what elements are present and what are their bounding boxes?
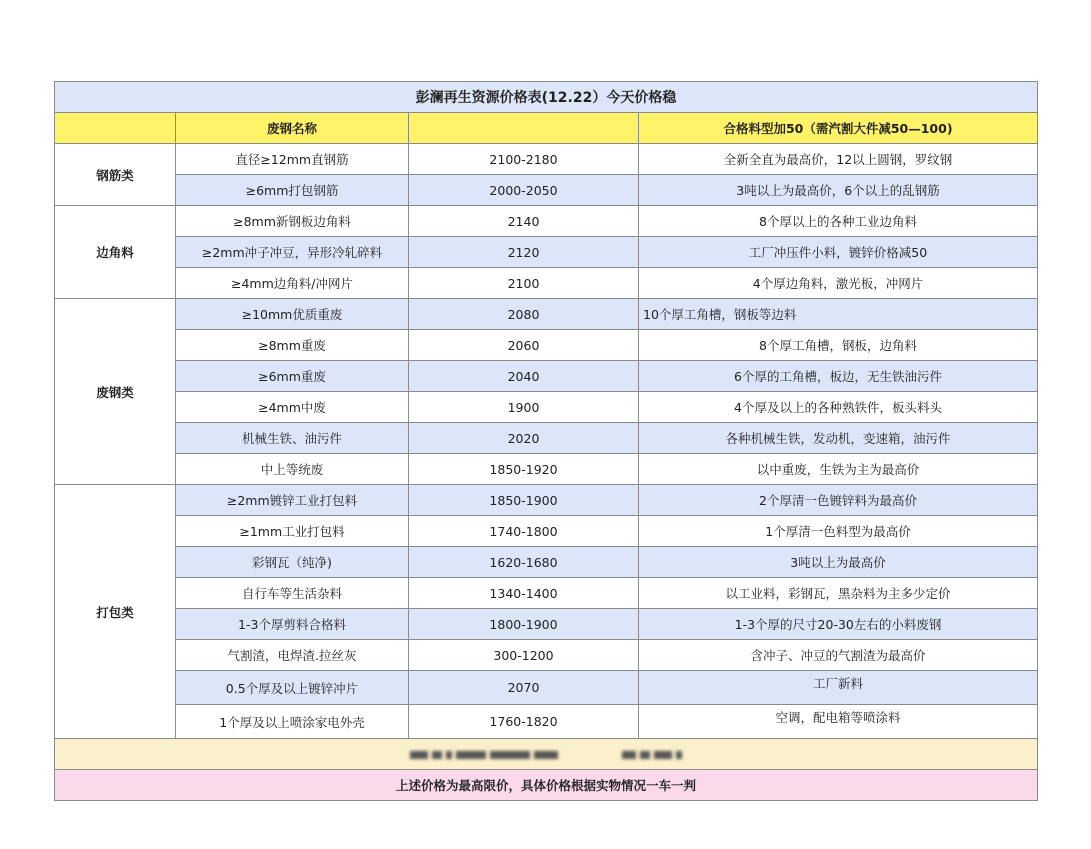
contact-row [55, 739, 1038, 770]
price-cell: 2140 [409, 206, 639, 237]
price-cell: 2040 [409, 361, 639, 392]
note-cell: 含冲子、冲豆的气割渣为最高价 [639, 640, 1038, 671]
table-row [55, 671, 1038, 705]
price-cell: 1800-1900 [409, 609, 639, 640]
table-row [55, 485, 1038, 516]
item-name-cell: ≥4mm边角料/冲网片 [176, 268, 409, 299]
table-row [55, 330, 1038, 361]
price-cell: 1850-1900 [409, 485, 639, 516]
table-row [55, 454, 1038, 485]
note-cell: 工厂冲压件小料，镀锌价格减50 [639, 237, 1038, 268]
header-row [55, 113, 1038, 144]
table-row [55, 423, 1038, 454]
note-cell: 3吨以上为最高价 [639, 547, 1038, 578]
price-cell: 2060 [409, 330, 639, 361]
price-cell: 1850-1920 [409, 454, 639, 485]
price-cell: 2000-2050 [409, 175, 639, 206]
table-row [55, 609, 1038, 640]
item-name-cell: ≥4mm中废 [176, 392, 409, 423]
header-name: 废钢名称 [176, 113, 409, 144]
category-cell: 边角料 [55, 206, 176, 299]
item-name-cell: 1-3个厚剪料合格料 [176, 609, 409, 640]
table-row [55, 640, 1038, 671]
title-row [55, 82, 1038, 113]
category-cell: 废钢类 [55, 299, 176, 485]
item-name-cell: 气割渣，电焊渣.拉丝灰 [176, 640, 409, 671]
price-cell: 1740-1800 [409, 516, 639, 547]
header-price [409, 113, 639, 144]
note-cell: 以工业料，彩钢瓦，黑杂料为主多少定价 [639, 578, 1038, 609]
price-cell: 2100-2180 [409, 144, 639, 175]
note-cell: 8个厚以上的各种工业边角料 [639, 206, 1038, 237]
table-row [55, 237, 1038, 268]
item-name-cell: 彩钢瓦（纯净) [176, 547, 409, 578]
table-row [55, 578, 1038, 609]
blurred-contact-info [55, 739, 1038, 770]
item-name-cell: ≥2mm镀锌工业打包料 [176, 485, 409, 516]
note-cell: 各种机械生铁，发动机，变速箱，油污件 [639, 423, 1038, 454]
table-row [55, 268, 1038, 299]
item-name-cell: ≥8mm重废 [176, 330, 409, 361]
table-row [55, 144, 1038, 175]
price-table [54, 81, 1038, 801]
note-cell: 以中重废，生铁为主为最高价 [639, 454, 1038, 485]
note-cell: 4个厚边角料，激光板，冲网片 [639, 268, 1038, 299]
note-cell: 2个厚清一色镀锌料为最高价 [639, 485, 1038, 516]
note-cell: 6个厚的工角槽，板边，无生铁油污件 [639, 361, 1038, 392]
item-name-cell: 机械生铁、油污件 [176, 423, 409, 454]
item-name-cell: ≥1mm工业打包料 [176, 516, 409, 547]
table-row [55, 175, 1038, 206]
price-cell: 2120 [409, 237, 639, 268]
redacted-text-mark [410, 751, 682, 759]
note-cell: 1个厚清一色料型为最高价 [639, 516, 1038, 547]
footer-row [55, 770, 1038, 801]
price-cell: 1340-1400 [409, 578, 639, 609]
item-name-cell: ≥10mm优质重废 [176, 299, 409, 330]
item-name-cell: ≥6mm打包钢筋 [176, 175, 409, 206]
price-cell: 1760-1820 [409, 705, 639, 739]
table-row [55, 705, 1038, 739]
note-cell: 4个厚及以上的各种熟铁件，板头料头 [639, 392, 1038, 423]
footer-note: 上述价格为最高限价，具体价格根据实物情况一车一判 [55, 770, 1038, 801]
category-cell: 钢筋类 [55, 144, 176, 206]
table-row [55, 361, 1038, 392]
note-cell: 8个厚工角槽，钢板，边角料 [639, 330, 1038, 361]
price-cell: 1900 [409, 392, 639, 423]
price-cell: 2020 [409, 423, 639, 454]
item-name-cell: 1个厚及以上喷涂家电外壳 [176, 705, 409, 739]
table-row [55, 516, 1038, 547]
item-name-cell: ≥8mm新钢板边角料 [176, 206, 409, 237]
table-row [55, 547, 1038, 578]
item-name-cell: 0.5个厚及以上镀锌冲片 [176, 671, 409, 705]
header-category [55, 113, 176, 144]
item-name-cell: ≥6mm重废 [176, 361, 409, 392]
header-note: 合格料型加50（需汽割大件减50—100) [639, 113, 1038, 144]
item-name-cell: 直径≥12mm直钢筋 [176, 144, 409, 175]
table-row [55, 299, 1038, 330]
price-cell: 1620-1680 [409, 547, 639, 578]
price-cell: 2100 [409, 268, 639, 299]
table-title: 彭澜再生资源价格表(12.22）今天价格稳 [55, 82, 1038, 113]
table-row [55, 392, 1038, 423]
item-name-cell: 自行车等生活杂料 [176, 578, 409, 609]
note-cell: 工厂新料 [639, 671, 1038, 705]
table-row [55, 206, 1038, 237]
price-cell: 300-1200 [409, 640, 639, 671]
note-cell: 全新全直为最高价，12以上圆钢，罗纹钢 [639, 144, 1038, 175]
item-name-cell: ≥2mm冲子冲豆，异形冷轧碎料 [176, 237, 409, 268]
category-cell: 打包类 [55, 485, 176, 739]
note-cell: 空调，配电箱等喷涂料 [639, 705, 1038, 739]
item-name-cell: 中上等统废 [176, 454, 409, 485]
note-cell: 1-3个厚的尺寸20-30左右的小料废钢 [639, 609, 1038, 640]
price-cell: 2080 [409, 299, 639, 330]
note-cell: 3吨以上为最高价，6个以上的乱钢筋 [639, 175, 1038, 206]
note-cell: 10个厚工角槽，钢板等边料 [639, 299, 1038, 330]
price-cell: 2070 [409, 671, 639, 705]
